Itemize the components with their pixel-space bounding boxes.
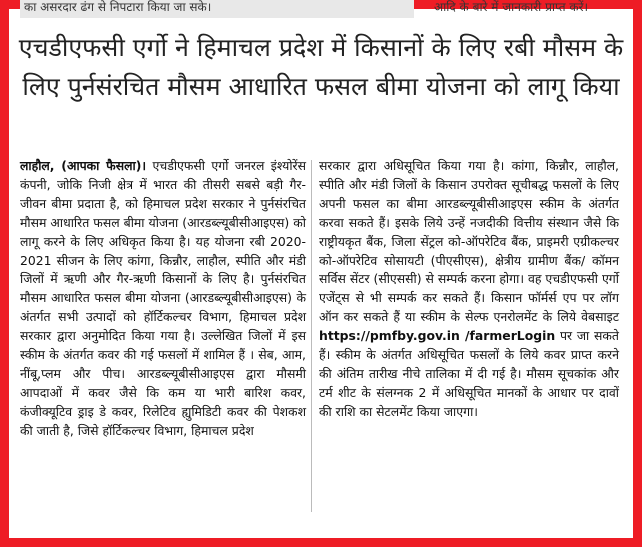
article-dateline: लाहौल, (आपका फैसला)।: [20, 158, 147, 173]
previous-article-fragment-left: का असरदार ढंग से निपटारा किया जा सके।: [20, 0, 414, 18]
article-right-body-part2: पर जा सकते हैं। स्कीम के अंतर्गत अधिसूचित फसलों के लिये कवर प्राप्त करने की अंतिम तारीख नीचे तालिका में दी गई है। मौसम सूचकांक और टर्म शीट के संलग्नक 2 में अधिसूचित मानकों के आधार पर दावों की राशि का सेटलमेंट किया जाएगा।: [319, 328, 619, 419]
previous-article-fragment-right: आदि के बारे में जानकारी प्राप्त करें।: [434, 0, 589, 14]
article-right-column: [319, 157, 619, 422]
article-left-column: [20, 157, 306, 441]
article-left-body: एचडीएफसी एर्गो जनरल इंश्योरेंस कंपनी, जोकि निजी क्षेत्र में भारत की तीसरी सबसे बड़ी गैर-जीवन बीमा प्रदाता है, को हिमाचल प्रदेश सरकार ने पुर्नसंरचित मौसम आधारित फसल बीमा योजना (आरडब्ल्यूबीसीआइएस) को लागू करने के लिए अधिकृत किया है। यह योजना रबी 2020-2021 सीजन के लिए कांगा, किन्नौर, लाहौल, स्पीति और मंडी जिलों में ऋणी और गैर-ऋणी किसानों के लिए है। पुर्नसंरचित मौसम आधारित फसल बीमा योजना (आरडब्ल्यूबीसीआइएस) के अंतर्गत सभी उत्पादों को हॉर्टिकल्चर विभाग, हिमाचल प्रदेश सरकार द्वारा अनुमोदित किया गया है। उल्लेखित जिलों में इस स्कीम के अंतर्गत कवर की गई फसलों में शामिल हैं । सेब, आम, नींबू,प्लम और पीच। आरडब्ल्यूबीसीआइएस द्वारा मौसमी आपदाओं में कवर जैसे कि कम या भारी बारिश कवर, कंजीक्यूटिव ड्राइ डे कवर, रिलेटिव ह्युमिडिटी कवर की पेशकश की जाती है, जिसे हॉर्टिकल्चर विभाग, हिमाचल प्रदेश: [20, 158, 306, 438]
article-headline: एचडीएफसी एर्गो ने हिमाचल प्रदेश में किसानों के लिए रबी मौसम के लिए पुर्नसंरचित मौसम आधारित फसल बीमा योजना को लागू किया: [18, 33, 624, 101]
column-divider: [311, 160, 312, 512]
article-right-body-part1: सरकार द्वारा अधिसूचित किया गया है। कांगा, किन्नौर, लाहौल, स्पीति और मंडी जिलों के किसान उपरोक्त सूचीबद्ध फसलों के लिए अपनी फसल का बीमा आरडब्ल्यूबीसीआइएस स्कीम के अंतर्गत करवा सकते हैं। इसके लिये उन्हें नजदीकी वित्तीय संस्थान जैसे कि राष्ट्रीयकृत बैंक, जिला सेंट्रल को-ऑपरेटिव बैंक, प्राइमरी एग्रीकल्चर को-ऑपरेटिव सोसायटी (पीएसीएस), क्षेत्रीय ग्रामीण बैंक/ कॉमन सर्विस सेंटर (सीएससी) से सम्पर्क करना होगा। वह एचडीएफसी एर्गो एजेंट्स से भी सम्पर्क कर सकते हैं। किसान फॉर्मर्स एप पर लॉग ऑन कर सकते हैं या स्कीम के सेल्फ एनरोलमेंट के लिये वेबसाइट: [319, 158, 619, 325]
pmfby-url-link[interactable]: https://pmfby.gov.in /farmerLogin: [319, 328, 556, 344]
